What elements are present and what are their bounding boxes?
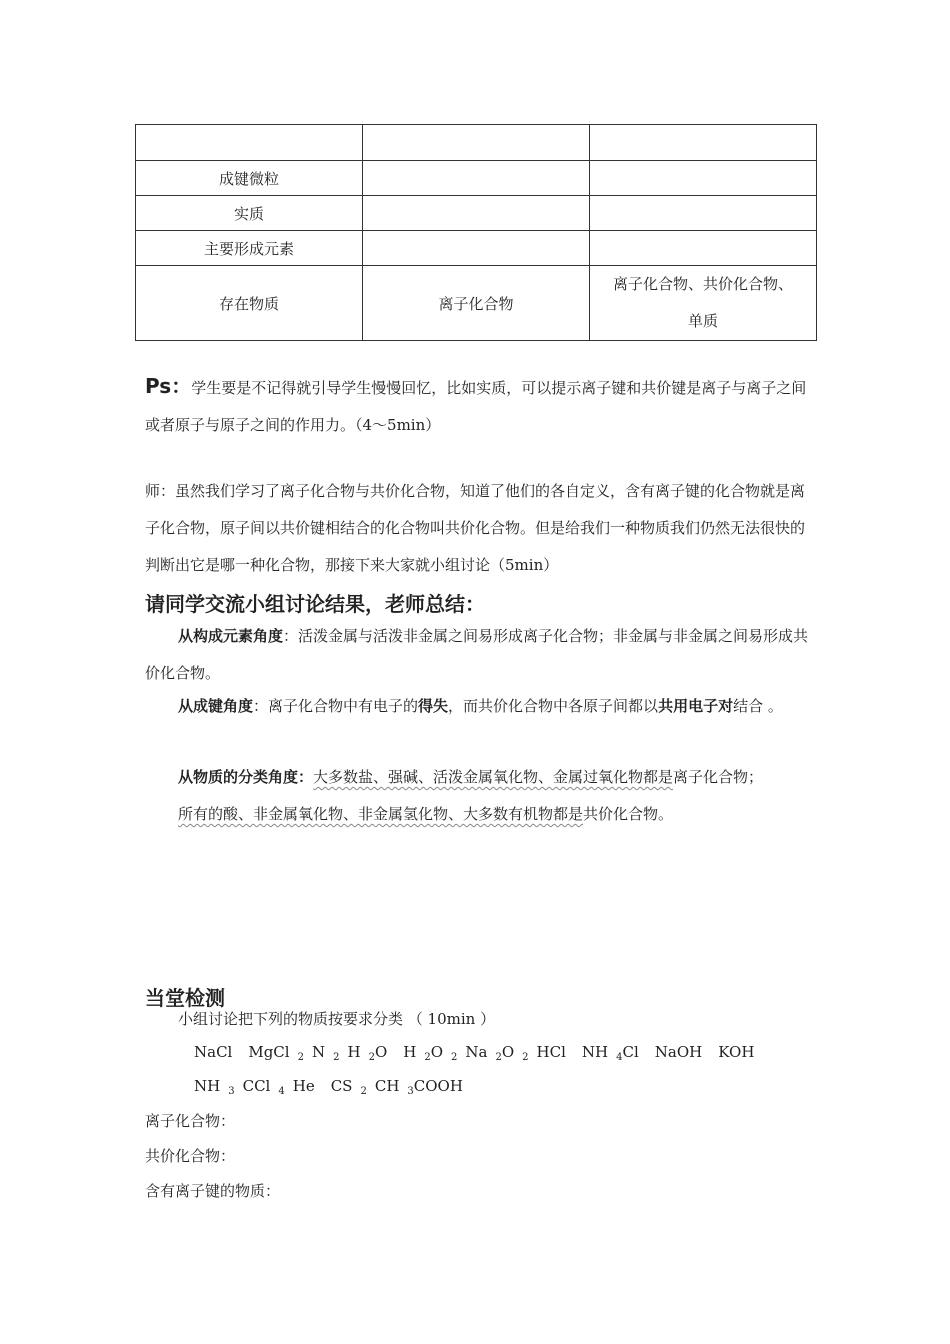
substance-list-line1 — [194, 1043, 770, 1063]
chemical-formula — [248, 1043, 304, 1061]
table-cell — [363, 125, 590, 161]
ps-note — [145, 368, 811, 444]
cell-line: 离子化合物、共价化合物、 — [612, 275, 793, 293]
formula-subscript: 2 — [522, 1052, 529, 1063]
bold-term: 共用电子对 — [658, 697, 734, 715]
chemical-formula — [243, 1077, 285, 1095]
ionic-bond-substances-label: 含有离子键的物质： — [145, 1182, 281, 1200]
formula-subscript: 4 — [616, 1052, 623, 1063]
formula-part: O — [374, 1043, 388, 1061]
table-row — [136, 231, 817, 266]
formula-part: CH — [374, 1077, 400, 1095]
paragraph-text: ，而共价化合物中各原子间都以 — [448, 697, 659, 715]
formula-part: N — [311, 1043, 326, 1061]
paragraph-text: 共价化合物。 — [583, 805, 674, 823]
substance-list-line2 — [194, 1077, 479, 1097]
table-cell: 离子化合物 — [363, 266, 590, 341]
wavy-underlined-text: 所有的酸、非金属氧化物、非金属氢化物、大多数有机物都是 — [178, 805, 584, 823]
table-cell — [590, 125, 817, 161]
paragraph-line — [145, 796, 815, 833]
formula-part: H — [403, 1043, 417, 1061]
chemical-formula — [194, 1043, 240, 1061]
formula-subscript: 3 — [407, 1086, 414, 1097]
formula-part: O — [430, 1043, 444, 1061]
test-heading: 当堂检测 — [145, 986, 225, 1010]
formula-part: Cl — [622, 1043, 639, 1061]
table-row — [136, 125, 817, 161]
test-instruction: 小组讨论把下列的物质按要求分类 （ 10min ） — [178, 1010, 496, 1028]
paragraph-text: ：离子化合物中有电子的 — [253, 697, 419, 715]
ionic-compounds-label: 离子化合物： — [145, 1112, 236, 1130]
table-cell — [590, 161, 817, 196]
formula-part: NaCl — [194, 1043, 233, 1061]
table-cell: 成键微粒 — [136, 161, 363, 196]
chemical-formula — [537, 1043, 574, 1061]
wavy-underlined-text: 大多数盐、强碱、活泼金属氧化物、金属过氧化物都是 — [313, 768, 674, 786]
formula-part: O — [501, 1043, 515, 1061]
table-cell — [590, 231, 817, 266]
formula-part: He — [292, 1077, 315, 1095]
cell-line: 单质 — [687, 312, 718, 330]
formula-part: NH — [194, 1077, 221, 1095]
chemical-formula — [465, 1043, 528, 1061]
formula-part: NaOH — [654, 1043, 703, 1061]
formula-part: Na — [465, 1043, 488, 1061]
formula-part: HCl — [536, 1043, 566, 1061]
chemical-formula — [403, 1043, 457, 1061]
chemical-formula — [312, 1043, 340, 1061]
formula-part: MgCl — [248, 1043, 290, 1061]
table-cell: 实质 — [136, 196, 363, 231]
chemical-formula — [375, 1077, 471, 1095]
chemical-formula — [331, 1077, 367, 1095]
formula-part: CS — [330, 1077, 353, 1095]
bold-label: 从构成元素角度 — [178, 627, 284, 645]
paragraph-text: 离子化合物； — [673, 768, 764, 786]
formula-subscript: 2 — [424, 1052, 431, 1063]
table-cell — [590, 266, 817, 341]
table-cell — [590, 196, 817, 231]
teacher-paragraph: 师：虽然我们学习了离子化合物与共价化合物，知道了他们的各自定义，含有离子键的化合物就是离子化合物，原子间以共价键相结合的化合物叫共价化合物。但是给我们一种物质我们仍然无法很快的判断出它是哪一种化合物，那接下来大家就小组讨论（5min） — [145, 482, 806, 574]
paragraph-line — [145, 759, 815, 796]
summary-heading: 请同学交流小组讨论结果，老师总结： — [145, 592, 485, 616]
summary-paragraph-bonding — [145, 688, 811, 725]
formula-subscript: 2 — [360, 1086, 367, 1097]
table-row — [136, 196, 817, 231]
bold-label: 从成键角度 — [178, 697, 254, 715]
formula-subscript: 2 — [451, 1052, 458, 1063]
formula-part: KOH — [718, 1043, 755, 1061]
summary-paragraph-elements — [145, 618, 811, 692]
chemical-formula — [582, 1043, 647, 1061]
table-cell — [136, 125, 363, 161]
paragraph-text: ：活泼金属与活泼非金属之间易形成离子化合物；非金属与非金属之间易形成共价化合物。 — [145, 627, 809, 682]
table-cell: 主要形成元素 — [136, 231, 363, 266]
ps-label: Ps： — [145, 374, 192, 398]
table-cell — [363, 231, 590, 266]
formula-subscript: 4 — [278, 1086, 285, 1097]
bold-term: 得失 — [418, 697, 449, 715]
formula-part: COOH — [413, 1077, 463, 1095]
comparison-table — [135, 124, 817, 341]
table-cell: 存在物质 — [136, 266, 363, 341]
bold-label: 从物质的分类角度： — [178, 768, 314, 786]
formula-subscript: 2 — [495, 1052, 502, 1063]
formula-part: H — [347, 1043, 361, 1061]
formula-subscript: 2 — [297, 1052, 304, 1063]
table-row — [136, 161, 817, 196]
chemical-formula — [194, 1077, 235, 1095]
chemical-formula — [293, 1077, 323, 1095]
formula-subscript: 2 — [368, 1052, 375, 1063]
table-cell — [363, 161, 590, 196]
ps-text: 学生要是不记得就引导学生慢慢回忆，比如实质，可以提示离子键和共价键是离子与离子之间或者原子与原子之间的作用力。（4～5min） — [145, 379, 807, 434]
table-row — [136, 266, 817, 341]
summary-paragraph-classification — [145, 759, 815, 833]
formula-subscript: 2 — [333, 1052, 340, 1063]
paragraph-text: 结合 。 — [733, 697, 783, 715]
chemical-formula — [347, 1043, 395, 1061]
formula-subscript: 3 — [228, 1086, 235, 1097]
covalent-compounds-label: 共价化合物： — [145, 1147, 236, 1165]
formula-part: CCl — [242, 1077, 271, 1095]
table-cell — [363, 196, 590, 231]
chemical-formula — [655, 1043, 710, 1061]
formula-part: NH — [581, 1043, 609, 1061]
chemical-formula — [718, 1043, 762, 1061]
